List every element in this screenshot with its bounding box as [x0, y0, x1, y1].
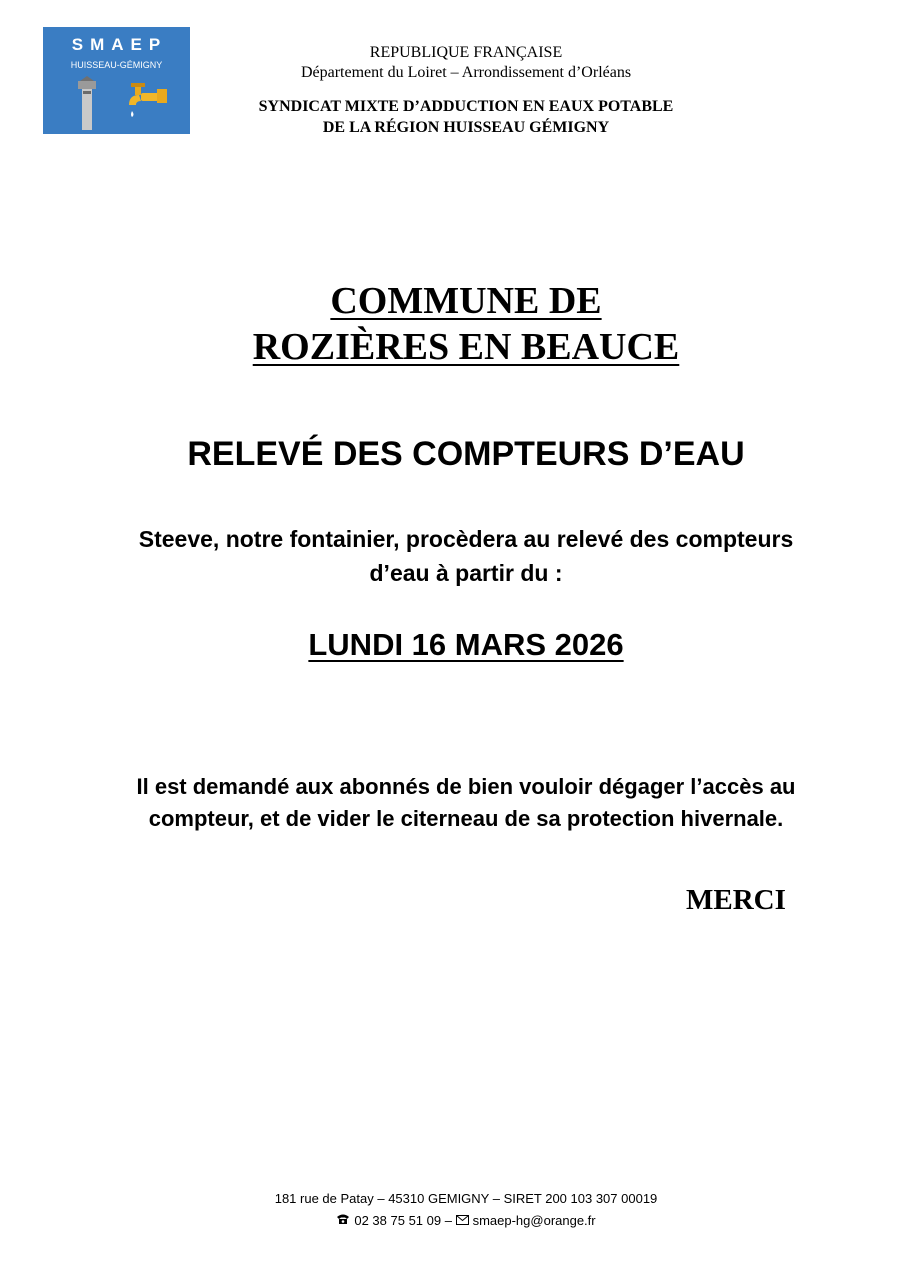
intro-text: [0, 522, 900, 590]
notice-title: RELEVÉ DES COMPTEURS D’EAU: [187, 435, 745, 473]
request-text: [0, 771, 900, 835]
footer-address: 181 rue de Patay – 45310 GEMIGNY – SIRET 200 103 307 00019: [274, 1191, 658, 1206]
closing-merci: MERCI: [686, 884, 786, 916]
logo-title: SMAEP: [71, 35, 168, 54]
intro-line-2: d’eau à partir du :: [369, 560, 563, 586]
commune-heading-line-2: ROZIÈRES EN BEAUCE: [252, 326, 680, 368]
footer-contact: [0, 1212, 900, 1230]
intro-line-1: Steeve, notre fontainier, procèdera au relevé des compteurs: [138, 526, 794, 552]
header-republique: REPUBLIQUE FRANÇAISE: [369, 44, 563, 61]
request-line-2: compteur, et de vider le citerneau de sa protection hivernale.: [148, 806, 784, 831]
header-departement: Département du Loiret – Arrondissement d’Orléans: [300, 64, 632, 81]
request-line-1: Il est demandé aux abonnés de bien vouloir dégager l’accès au: [136, 774, 796, 799]
footer-phone: 02 38 75 51 09 –: [354, 1213, 452, 1228]
syndicat-line-1: SYNDICAT MIXTE D’ADDUCTION EN EAUX POTABLE: [258, 98, 674, 115]
phone-icon: [336, 1212, 350, 1230]
reading-date: LUNDI 16 MARS 2026: [308, 627, 624, 662]
syndicat-line-2: DE LA RÉGION HUISSEAU GÉMIGNY: [322, 119, 610, 136]
envelope-icon: [456, 1212, 469, 1230]
footer-email[interactable]: smaep-hg@orange.fr: [472, 1213, 596, 1228]
commune-heading-line-1: COMMUNE DE: [330, 280, 602, 322]
logo-subtitle: HUISSEAU-GÉMIGNY: [70, 60, 163, 70]
